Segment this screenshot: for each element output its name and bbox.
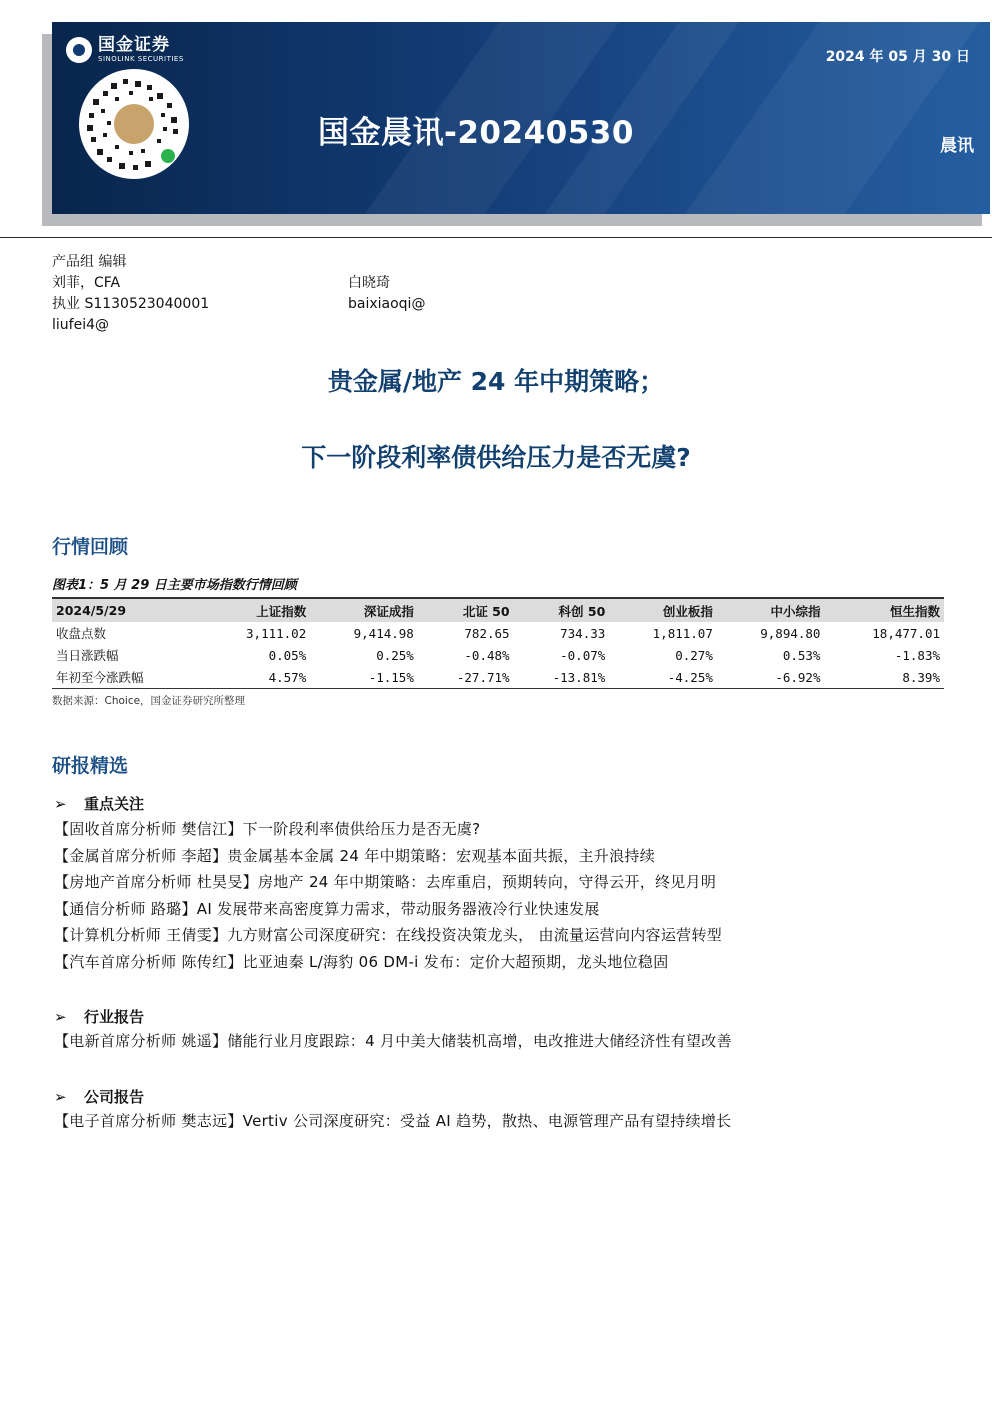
section-title-research: 研报精选 (52, 755, 129, 777)
table-cell: -13.81% (514, 666, 610, 689)
table-cell: -1.15% (310, 666, 418, 689)
column-header: 中小综指 (770, 603, 821, 619)
table-cell: -0.07% (560, 647, 606, 663)
subsection-company (54, 1086, 144, 1107)
column-header: 恒生指数 (889, 603, 940, 619)
report-title: 国金晨讯-20240530 (318, 115, 634, 151)
table-row (52, 666, 944, 689)
report-item: 【房地产首席分析师 杜昊旻】房地产 24 年中期策略：去库重启，预期转向，守得云开，终见月明 (54, 873, 717, 891)
table-caption: 图表1：5 月 29 日主要市场指数行情回顾 (52, 578, 297, 593)
author-email: baixiaoqi@ (348, 296, 426, 312)
table-cell: -6.92% (717, 666, 825, 689)
author-block-secondary (348, 273, 425, 315)
headline-line-2: 下一阶段利率债供给压力是否无虞? (301, 443, 691, 472)
column-header: 深证成指 (363, 603, 414, 619)
table-cell: 0.05% (268, 647, 307, 663)
author-name: 刘菲，CFA (52, 275, 121, 291)
report-type: 晨讯 (940, 136, 974, 156)
table-row (52, 644, 944, 666)
table-cell: 0.25% (376, 647, 414, 663)
arrow-bullet-icon: ➢ (54, 795, 67, 813)
row-label: 年初至今涨跌幅 (52, 666, 203, 689)
company-logo (66, 36, 184, 64)
subsection-title: 公司报告 (84, 1088, 145, 1106)
sinolink-logo-icon (66, 37, 92, 63)
table-cell: -0.48% (464, 647, 510, 663)
report-item: 【电新首席分析师 姚遥】储能行业月度跟踪：4 月中美大储装机高增，电改推进大储经济性有望改善 (54, 1032, 732, 1050)
mini-program-icon (161, 149, 175, 163)
focus-report-list (54, 816, 722, 975)
company-report-list (54, 1108, 731, 1135)
author-group: 产品组 编辑 (52, 254, 127, 270)
table-cell: 18,477.01 (872, 625, 940, 641)
table-cell: 4.57% (203, 666, 311, 689)
report-item: 【汽车首席分析师 陈传红】比亚迪秦 L/海豹 06 DM-i 发布：定价大超预期，龙头地位稳固 (54, 952, 669, 971)
table-cell: -1.83% (894, 647, 940, 663)
table-cell: 1,811.07 (652, 625, 713, 641)
table-header-row (52, 598, 944, 622)
column-header: 创业板指 (662, 603, 713, 619)
table-cell: -27.71% (418, 666, 514, 689)
table-cell: 3,111.02 (246, 625, 307, 641)
column-header: 上证指数 (256, 603, 307, 619)
logo-en-text: SINOLINK SECURITIES (98, 55, 184, 63)
table-cell: 782.65 (464, 625, 510, 641)
author-block-primary (52, 252, 209, 336)
table-cell: 734.33 (560, 625, 606, 641)
column-header: 北证 50 (462, 603, 510, 619)
table-cell: 9,894.80 (760, 625, 821, 641)
subsection-title: 行业报告 (84, 1008, 145, 1026)
author-license: 执业 S1130523040001 (52, 296, 210, 312)
author-name: 白晓琦 (348, 275, 390, 291)
row-label: 收盘点数 (56, 626, 107, 641)
table-cell: 9,414.98 (353, 625, 414, 641)
table-cell: 8.39% (824, 666, 944, 689)
column-header: 科创 50 (558, 603, 606, 619)
subsection-industry (54, 1006, 144, 1027)
qr-center-emblem-icon (114, 104, 154, 144)
report-item: 【通信分析师 路璐】AI 发展带来高密度算力需求，带动服务器液冷行业快速发展 (54, 899, 600, 918)
report-item: 【金属首席分析师 李超】贵金属基本金属 24 年中期策略：宏观基本面共振，主升浪持续 (54, 846, 655, 865)
headline-line-1: 贵金属/地产 24 年中期策略； (327, 367, 665, 396)
table-cell: 0.27% (675, 647, 713, 663)
report-date: 2024 年 05 月 30 日 (825, 49, 970, 65)
author-email: liufei4@ (52, 317, 109, 333)
subsection-title: 重点关注 (84, 795, 145, 813)
logo-cn-text: 国金证券 (98, 35, 170, 55)
industry-report-list (54, 1028, 732, 1055)
subsection-focus (54, 793, 144, 814)
market-index-table (52, 597, 944, 689)
report-item: 【计算机分析师 王倩雯】九方财富公司深度研究：在线投资决策龙头， 由流量运营向内容运营转型 (54, 926, 723, 944)
report-item: 【电子首席分析师 樊志远】Vertiv 公司深度研究：受益 AI 趋势，散热、电源管理产品有望持续增长 (54, 1112, 732, 1130)
column-header: 2024/5/29 (56, 603, 127, 618)
arrow-bullet-icon: ➢ (54, 1008, 67, 1026)
data-source-note: 数据来源：Choice，国金证券研究所整理 (52, 695, 246, 707)
table-row (52, 622, 944, 644)
qr-code-icon (79, 69, 189, 179)
arrow-bullet-icon: ➢ (54, 1088, 67, 1106)
table-cell: -4.25% (609, 666, 717, 689)
section-title-market: 行情回顾 (52, 536, 129, 558)
row-label: 当日涨跌幅 (56, 648, 119, 663)
table-cell: 0.53% (782, 647, 821, 663)
header-divider (0, 237, 992, 238)
report-item: 【固收首席分析师 樊信江】下一阶段利率债供给压力是否无虞? (54, 820, 481, 838)
